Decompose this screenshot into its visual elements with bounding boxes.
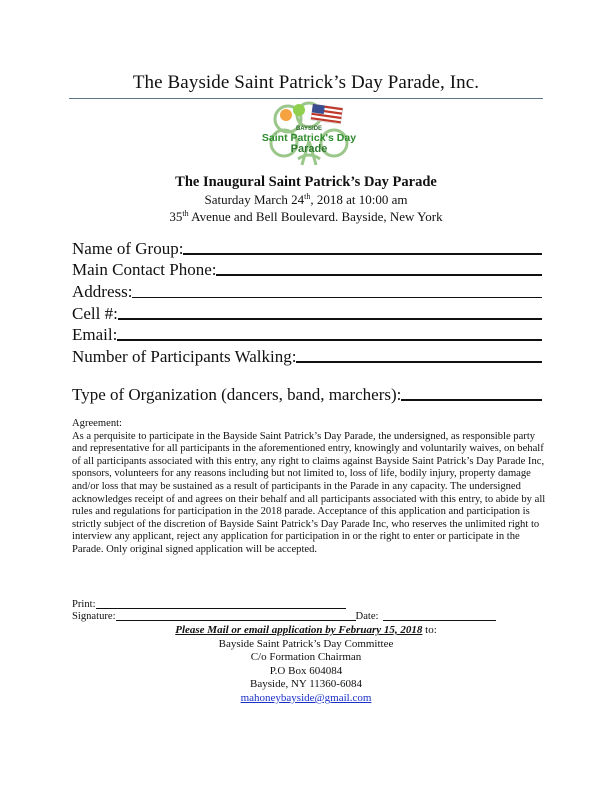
field-label: Name of Group:: [72, 238, 184, 258]
organization-title: The Bayside Saint Patrick’s Day Parade, Inc.: [132, 72, 480, 93]
mailing-address-line: Bayside, NY 11360-6084: [250, 678, 362, 691]
print-row: [72, 598, 552, 611]
parade-logo: [258, 101, 360, 167]
application-fields: [72, 237, 542, 367]
field-label: Email:: [72, 325, 118, 345]
main-contact-phone-input[interactable]: [216, 274, 542, 276]
field-label: Main Contact Phone:: [72, 260, 217, 280]
address-field[interactable]: [72, 280, 542, 302]
field-label: Number of Participants Walking:: [72, 347, 297, 367]
email-field[interactable]: [72, 324, 542, 346]
signature-label: Signature:: [72, 611, 116, 622]
organization-type-section: [72, 383, 542, 405]
date-input[interactable]: [383, 620, 496, 621]
organization-type-input[interactable]: [401, 399, 542, 401]
agreement-heading: Agreement:: [72, 418, 123, 429]
deadline-text: Please Mail or email application by February 15, 2018: [175, 624, 423, 636]
signature-input[interactable]: [116, 620, 356, 621]
mailing-address-line: C/o Formation Chairman: [250, 651, 362, 664]
mailing-instructions: [0, 624, 612, 706]
svg-text:Saint Patrick's Day: Saint Patrick's Day: [261, 132, 357, 144]
print-input[interactable]: [96, 608, 346, 609]
name-of-group-input[interactable]: [183, 253, 542, 255]
signature-row: [72, 611, 552, 624]
participants-walking-field[interactable]: [72, 345, 542, 367]
cell-input[interactable]: [118, 318, 542, 320]
name-of-group-field[interactable]: [72, 237, 542, 259]
deadline-line: Please Mail or email application by February 15, 2018 to:: [175, 624, 437, 636]
svg-text:BAYSIDE: BAYSIDE: [295, 126, 323, 132]
cell-field[interactable]: [72, 302, 542, 324]
svg-text:Parade: Parade: [290, 143, 328, 155]
signature-section: [72, 598, 552, 623]
print-label: Print:: [72, 598, 96, 610]
shamrock-logo-icon: [258, 101, 360, 167]
event-location: 35th Avenue and Bell Boulevard. Bayside, New York: [169, 209, 443, 224]
email-link[interactable]: mahoneybayside@gmail.com: [240, 691, 372, 704]
event-info: [0, 174, 612, 225]
organization-type-field[interactable]: [72, 383, 542, 405]
email-input[interactable]: [117, 339, 542, 341]
event-title: The Inaugural Saint Patrick’s Day Parade: [175, 174, 437, 190]
field-label: Cell #:: [72, 303, 118, 323]
main-contact-phone-field[interactable]: [72, 259, 542, 281]
date-label: Date:: [355, 611, 379, 622]
agreement-body: As a perquisite to participate in the Bayside Saint Patrick’s Day Parade, the undersigned, as responsible party and representative for all participants in the aforementioned entry, knowingly and voluntarily waives, on behalf of all participants associated with this entry, any right to claims against Bayside Saint Patrick’s Day Parade Inc, sponsors, volunteers for any reasons including but not limited to, loss of life, bodily injury, property damage and/or loss that may be sustained as a result of participants in the Parade in any capacity. The undersigned acknowledges receipt of and agrees on their behalf and all participants associated with this entry, to abide by all rules and regulations for participation in the 2018 parade. Acceptance of this application and participation is strictly subject of the discretion of Bayside Saint Patrick’s Day Parade Inc, who reserves the unlimited right to interview any applicant, reject any application for participation in or the right to enter or participate in the Parade. Only original signed application will be accepted.: [72, 430, 546, 555]
field-label: Type of Organization (dancers, band, marchers):: [72, 384, 402, 404]
mailing-address-line: P.O Box 604084: [269, 664, 343, 677]
address-input[interactable]: [132, 297, 542, 298]
mailing-address-line: Bayside Saint Patrick’s Day Committee: [218, 637, 394, 650]
participants-walking-input[interactable]: [296, 361, 542, 363]
field-label: Address:: [72, 282, 133, 302]
event-date: Saturday March 24th, 2018 at 10:00 am: [204, 192, 408, 207]
header-divider: [69, 98, 543, 99]
agreement-section: [72, 418, 548, 557]
